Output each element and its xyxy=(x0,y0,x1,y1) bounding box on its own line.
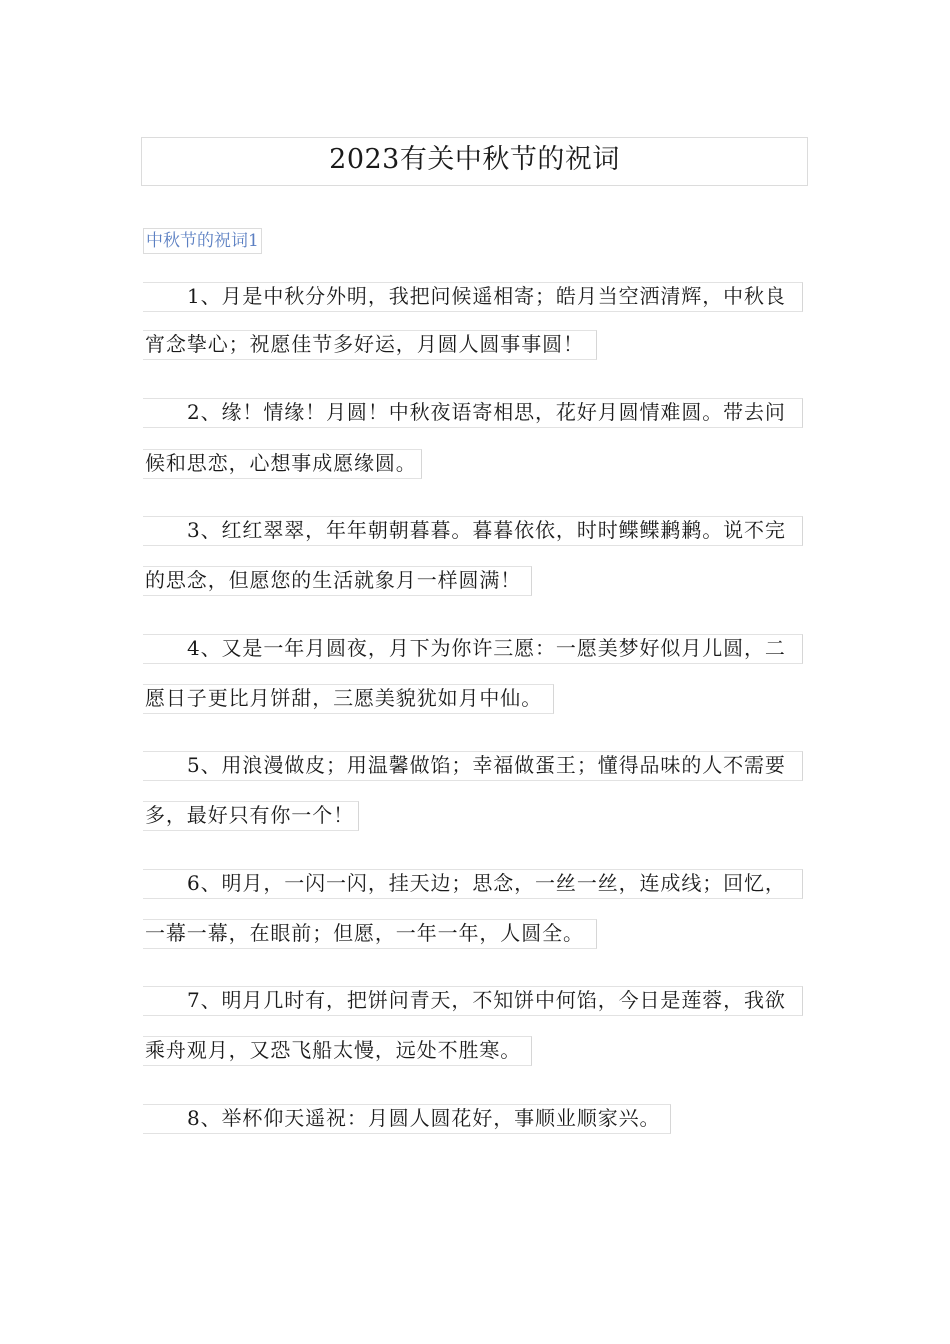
paragraph-7-line-1: 7、明月几时有，把饼问青天，不知饼中何馅，今日是莲蓉，我欲 xyxy=(143,986,803,1016)
paragraph-4-line-1: 4、又是一年月圆夜，月下为你许三愿：一愿美梦好似月儿圆，二 xyxy=(143,634,803,664)
paragraph-1-line-1: 1、月是中秋分外明，我把问候遥相寄；皓月当空洒清辉，中秋良 xyxy=(143,282,803,312)
paragraph-5-line-2: 多，最好只有你一个！ xyxy=(143,801,359,831)
paragraph-1-line-2: 宵念挚心；祝愿佳节多好运，月圆人圆事事圆！ xyxy=(143,330,597,360)
paragraph-2-line-2: 候和思恋，心想事成愿缘圆。 xyxy=(143,449,422,479)
section-heading: 中秋节的祝词1 xyxy=(143,228,262,254)
paragraph-2-line-1: 2、缘！情缘！月圆！中秋夜语寄相思，花好月圆情难圆。带去问 xyxy=(143,398,803,428)
paragraph-6-line-1: 6、明月，一闪一闪，挂天边；思念，一丝一丝，连成线；回忆， xyxy=(143,869,803,899)
document-title: 2023有关中秋节的祝词 xyxy=(141,137,808,186)
paragraph-3-line-1: 3、红红翠翠，年年朝朝暮暮。暮暮依依，时时鲽鲽鹣鹣。说不完 xyxy=(143,516,803,546)
paragraph-8-line-1: 8、举杯仰天遥祝：月圆人圆花好，事顺业顺家兴。 xyxy=(143,1104,671,1134)
paragraph-3-line-2: 的思念，但愿您的生活就象月一样圆满！ xyxy=(143,566,532,596)
paragraph-4-line-2: 愿日子更比月饼甜，三愿美貌犹如月中仙。 xyxy=(143,684,554,714)
paragraph-7-line-2: 乘舟观月，又恐飞船太慢，远处不胜寒。 xyxy=(143,1036,532,1066)
paragraph-6-line-2: 一幕一幕，在眼前；但愿，一年一年，人圆全。 xyxy=(143,919,597,949)
paragraph-5-line-1: 5、用浪漫做皮；用温馨做馅；幸福做蛋王；懂得品味的人不需要 xyxy=(143,751,803,781)
